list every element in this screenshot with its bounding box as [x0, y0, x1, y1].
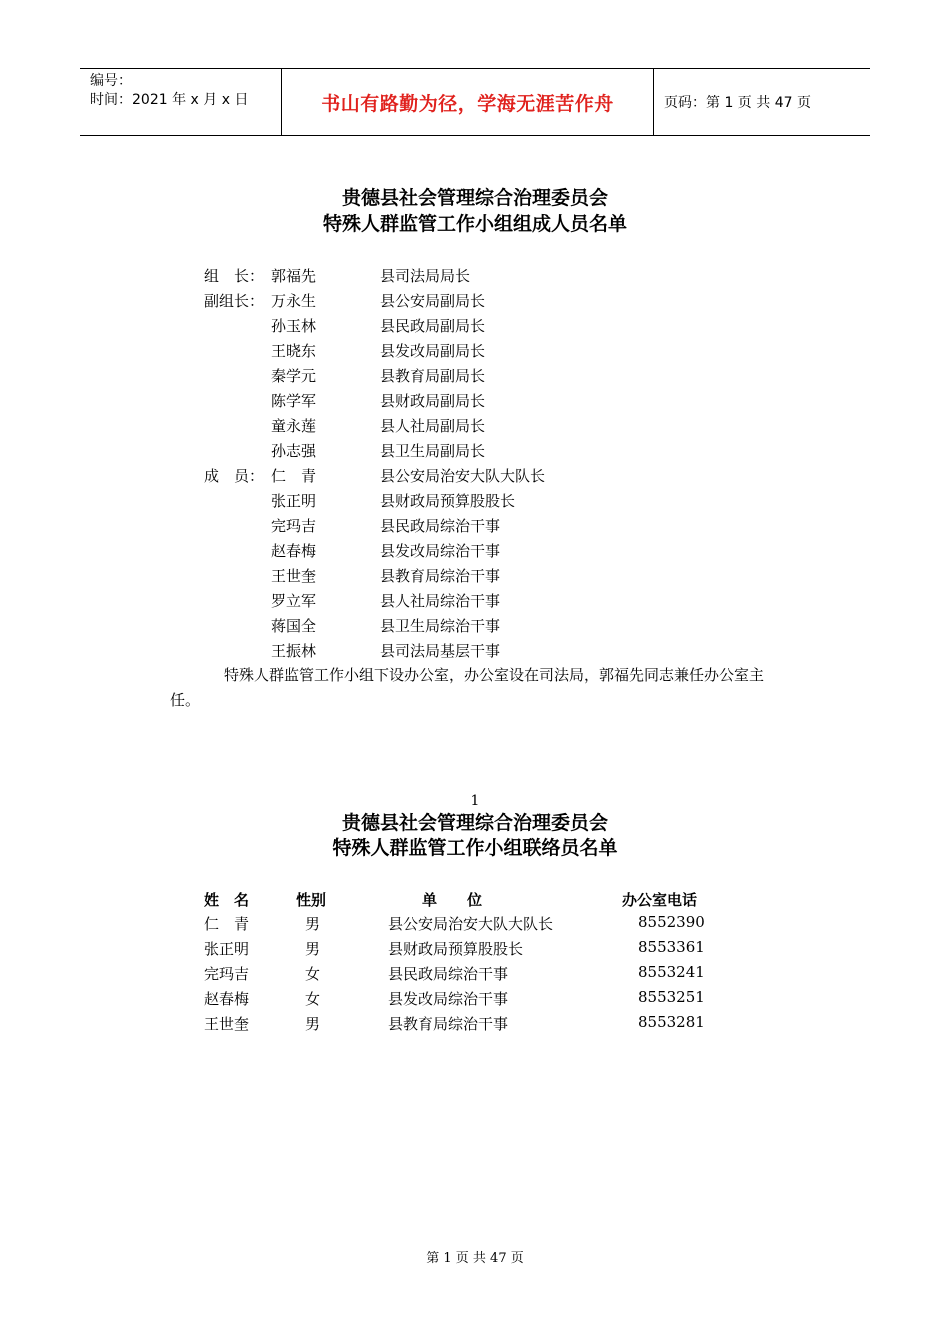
member-name: 秦学元 [271, 367, 317, 385]
section1-title-line1: 贵德县社会管理综合治理委员会 [341, 187, 608, 209]
role-label: 成 员： [204, 467, 265, 485]
document-number-label: 编号： [90, 73, 132, 89]
header-gender: 性别 [296, 891, 327, 909]
section1-title-line2: 特殊人群监管工作小组组成人员名单 [322, 213, 627, 235]
header-motto: 书山有路勤为径，学海无涯苦作舟 [282, 69, 654, 135]
member-post: 县发改局综治干事 [380, 542, 501, 560]
member-name: 王世奎 [271, 567, 317, 585]
member-name: 郭福先 [271, 267, 317, 285]
member-name: 蒋国全 [271, 617, 317, 635]
member-post: 县民政局副局长 [380, 317, 486, 335]
cell-gender: 女 [305, 990, 321, 1008]
member-name: 万永生 [271, 292, 317, 310]
member-post: 县民政局综治干事 [380, 517, 501, 535]
member-post: 县教育局综治干事 [380, 567, 501, 585]
cell-unit: 县教育局综治干事 [388, 1015, 509, 1033]
member-name: 孙玉林 [271, 317, 317, 335]
member-post: 县教育局副局长 [380, 367, 486, 385]
member-name: 陈学军 [271, 392, 317, 410]
member-post: 县财政局预算股股长 [380, 492, 516, 510]
header-table [80, 68, 870, 136]
cell-unit: 县发改局综治干事 [388, 990, 509, 1008]
cell-phone: 8553281 [638, 1013, 705, 1031]
member-name: 王晓东 [271, 342, 317, 360]
cell-name: 赵春梅 [204, 990, 250, 1008]
cell-name: 张正明 [204, 940, 250, 958]
cell-unit: 县民政局综治干事 [388, 965, 509, 983]
page-footer: 第 1 页 共 47 页 [426, 1251, 524, 1266]
member-post: 县发改局副局长 [380, 342, 486, 360]
member-name: 孙志强 [271, 442, 317, 460]
member-name: 王振林 [271, 642, 317, 660]
header-unit: 单 位 [422, 891, 483, 909]
member-post: 县人社局副局长 [380, 417, 486, 435]
cell-gender: 男 [305, 915, 321, 933]
member-post: 县财政局副局长 [380, 392, 486, 410]
member-name: 赵春梅 [271, 542, 317, 560]
member-name: 罗立军 [271, 592, 317, 610]
header-page-info: 页码：第 1 页 共 47 页 [664, 95, 811, 111]
cell-phone: 8553361 [638, 938, 705, 956]
header-name: 姓 名 [204, 891, 250, 909]
page-marker: 1 [470, 793, 480, 809]
cell-gender: 女 [305, 965, 321, 983]
cell-phone: 8552390 [638, 913, 705, 931]
cell-gender: 男 [305, 1015, 321, 1033]
member-post: 县人社局综治干事 [380, 592, 501, 610]
section2-title-line1: 贵德县社会管理综合治理委员会 [341, 812, 608, 834]
member-post: 县司法局基层干事 [380, 642, 501, 660]
member-post: 县公安局副局长 [380, 292, 486, 310]
member-name: 张正明 [271, 492, 317, 510]
role-label: 组 长： [204, 267, 265, 285]
header-phone: 办公室电话 [622, 891, 698, 909]
cell-name: 仁 青 [204, 915, 250, 933]
cell-name: 完玛吉 [204, 965, 250, 983]
member-name: 童永莲 [271, 417, 317, 435]
header-left-cell [80, 69, 282, 135]
member-name: 完玛吉 [271, 517, 317, 535]
member-post: 县卫生局综治干事 [380, 617, 501, 635]
cell-unit: 县公安局治安大队大队长 [388, 915, 554, 933]
cell-gender: 男 [305, 940, 321, 958]
document-time-label: 时间：2021 年 x 月 x 日 [90, 92, 249, 108]
member-post: 县卫生局副局长 [380, 442, 486, 460]
member-post: 县公安局治安大队大队长 [380, 467, 546, 485]
cell-unit: 县财政局预算股股长 [388, 940, 524, 958]
cell-phone: 8553251 [638, 988, 705, 1006]
section2-title-line2: 特殊人群监管工作小组联络员名单 [332, 837, 618, 859]
cell-name: 王世奎 [204, 1015, 250, 1033]
cell-phone: 8553241 [638, 963, 705, 981]
office-note: 特殊人群监管工作小组下设办公室，办公室设在司法局，郭福先同志兼任办公室主任。 [170, 666, 765, 709]
role-label: 副组长： [204, 292, 265, 310]
member-post: 县司法局局长 [380, 267, 471, 285]
member-name: 仁 青 [271, 467, 317, 485]
